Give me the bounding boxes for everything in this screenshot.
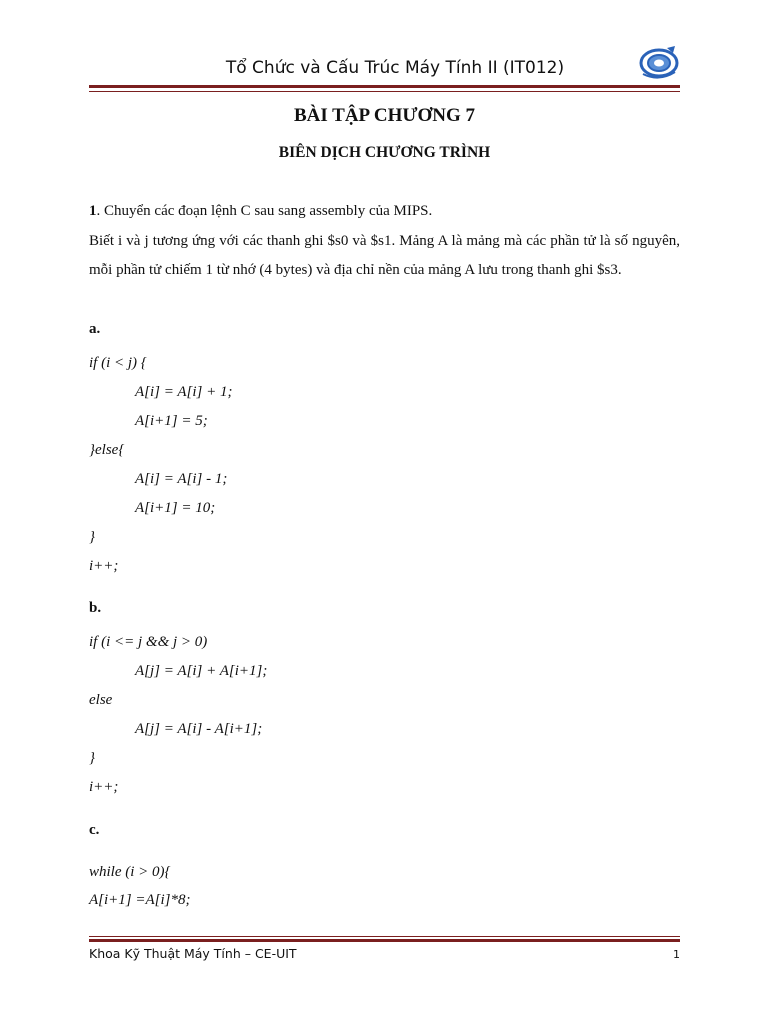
code-line: if (i < j) { [89,355,147,371]
code-line: i++; [89,558,119,574]
exercise-heading [89,203,432,220]
footer-rule-thin [89,936,680,937]
footer-rule-thick [89,939,680,942]
part-b-label: b. [89,600,102,616]
chapter-title: BÀI TẬP CHƯƠNG 7 [293,105,476,126]
code-line: A[i] = A[i] + 1; [135,384,233,400]
exercise-number: 1 [89,203,97,219]
exercise-description: Biết i và j tương ứng với các thanh ghi $s0 và $s1. Mảng A là mảng mà các phần tử là số nguyên, mỗi phần tử chiếm 1 từ nhớ (4 bytes) và địa chỉ nền của mảng A lưu trong thanh ghi $s3. [89,233,680,278]
header-rule-thick [89,85,680,88]
code-line: } [89,750,95,766]
uit-logo-icon [637,42,681,82]
code-line: A[i+1] =A[i]*8; [89,892,191,908]
course-header-title: Tổ Chức và Cấu Trúc Máy Tính II (IT012) [225,58,565,78]
code-line: A[j] = A[i] - A[i+1]; [135,721,263,737]
header-rule-thin [89,91,680,92]
code-line: A[j] = A[i] + A[i+1]; [135,663,268,679]
code-line: A[i] = A[i] - 1; [135,471,228,487]
page-number: 1 [673,948,680,961]
code-line: if (i <= j && j > 0) [89,634,208,650]
exercise-heading-text: . Chuyển các đoạn lệnh C sau sang assembly của MIPS. [96,203,433,219]
code-line: A[i+1] = 10; [135,500,216,516]
part-a-label: a. [89,321,101,337]
code-line: }else{ [89,442,125,458]
code-line: } [89,529,95,545]
footer-department: Khoa Kỹ Thuật Máy Tính – CE-UIT [89,946,297,961]
part-c-label: c. [89,822,100,838]
code-line: else [89,692,113,708]
code-line: i++; [89,779,119,795]
chapter-subtitle: BIÊN DỊCH CHƯƠNG TRÌNH [278,144,491,161]
code-line: A[i+1] = 5; [135,413,208,429]
code-line: while (i > 0){ [89,864,171,880]
